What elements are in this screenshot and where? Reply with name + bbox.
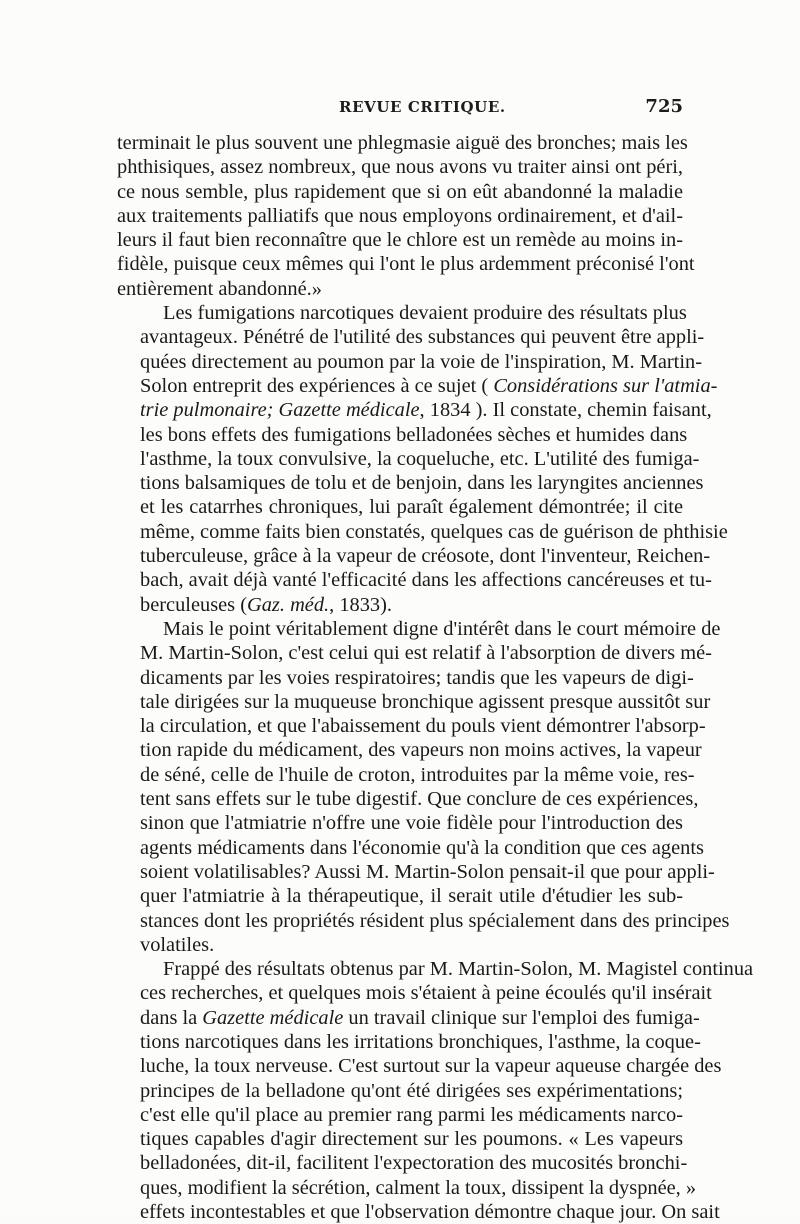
text-line: même, comme faits bien constatés, quelques cas de guérison de phthisie: [140, 520, 728, 543]
running-title: REVUE CRITIQUE.: [339, 98, 506, 116]
text-line: leurs il faut bien reconnaître que le chlore est un remède au moins in-: [117, 229, 683, 252]
text-line: M. Martin-Solon, c'est celui qui est relatif à l'absorption de divers mé-: [140, 642, 712, 665]
paragraph: [117, 957, 754, 1224]
paragraph: [117, 301, 728, 617]
text-line: terminait le plus souvent une phlegmasie aiguë des bronches; mais les: [117, 132, 688, 154]
text-line: la circulation, et que l'abaissement du pouls vient démontrer l'absorp-: [140, 715, 706, 738]
text-line: quer l'atmiatrie à la thérapeutique, il serait utile d'étudier les sub-: [140, 885, 683, 908]
text-line: tion rapide du médicament, des vapeurs non moins actives, la vapeur: [140, 739, 702, 762]
text-line: les bons effets des fumigations belladonées sèches et humides dans: [140, 423, 688, 446]
text-line: Mais le point véritablement digne d'intérêt dans le court mémoire de: [163, 617, 721, 640]
text-line: ques, modifient la sécrétion, calment la toux, dissipent la dyspnée, »: [140, 1176, 697, 1199]
text-line: phthisiques, assez nombreux, que nous avons vu traiter ainsi ont péri,: [117, 156, 683, 179]
text-line: et les catarrhes chroniques, lui paraît également démontrée; il cite: [140, 496, 683, 519]
text-line: ce nous semble, plus rapidement que si on eût abandonné la maladie: [117, 180, 683, 203]
page-header: [117, 96, 683, 122]
text-line: soient volatilisables? Aussi M. Martin-Solon pensait-il que pour appli-: [140, 860, 715, 883]
text-line: sinon que l'atmiatrie n'offre une voie fidèle pour l'introduction des: [140, 812, 683, 835]
paragraph: [117, 131, 695, 301]
text-line: fidèle, puisque ceux mêmes qui l'ont le plus ardemment préconisé l'ont: [117, 253, 695, 276]
text-line: stances dont les propriétés résident plus spécialement dans des principes: [140, 909, 730, 932]
text-line: trie pulmonaire; Gazette médicale, 1834 ). Il constate, chemin faisant,: [140, 399, 712, 422]
text-line: berculeuses (Gaz. méd., 1833).: [140, 593, 393, 616]
text-line: volatiles.: [140, 933, 215, 956]
text-line: ces recherches, et quelques mois s'étaient à peine écoulés qu'il insérait: [140, 982, 712, 1005]
text-line: l'asthme, la toux convulsive, la coqueluche, etc. L'utilité des fumiga-: [140, 447, 700, 470]
text-line: bach, avait déjà vanté l'efficacité dans les affections cancéreuses et tu-: [140, 569, 712, 592]
text-line: tuberculeuse, grâce à la vapeur de créosote, dont l'inventeur, Reichen-: [140, 545, 711, 568]
text-line: dans la Gazette médicale un travail clinique sur l'emploi des fumiga-: [140, 1006, 700, 1029]
text-line: agents médicaments dans l'économie qu'à la condition que ces agents: [140, 836, 704, 859]
text-line: de séné, celle de l'huile de croton, introduites par la même voie, res-: [140, 763, 695, 786]
page-number: 725: [645, 96, 683, 117]
text-line: tions balsamiques de tolu et de benjoin, dans les laryngites anciennes: [140, 472, 704, 495]
text-line: tions narcotiques dans les irritations bronchiques, l'asthme, la coque-: [140, 1030, 701, 1053]
text-line: quées directement au poumon par la voie de l'inspiration, M. Martin-: [140, 350, 702, 373]
text-line: tiques capables d'agir directement sur les poumons. « Les vapeurs: [140, 1128, 683, 1151]
text-line: belladonées, dit-il, facilitent l'expectoration des mucosités bronchi-: [140, 1152, 688, 1175]
paragraph: [117, 617, 730, 957]
text-line: tent sans effets sur le tube digestif. Que conclure de ces expériences,: [140, 788, 699, 811]
text-line: luche, la toux nerveuse. C'est surtout sur la vapeur aqueuse chargée des: [140, 1055, 722, 1078]
text-line: aux traitements palliatifs que nous employons ordinairement, et d'ail-: [117, 204, 683, 227]
text-line: effets incontestables et que l'observation démontre chaque jour. On sait: [140, 1201, 720, 1224]
text-line: tale dirigées sur la muqueuse bronchique agissent presque aussitôt sur: [140, 690, 711, 713]
text-line: avantageux. Pénétré de l'utilité des substances qui peuvent être appli-: [140, 326, 705, 349]
text-line: principes de la belladone qu'ont été dirigées ses expérimentations;: [140, 1079, 683, 1102]
text-line: entièrement abandonné.»: [117, 277, 322, 300]
text-line: Frappé des résultats obtenus par M. Martin-Solon, M. Magistel continua: [163, 958, 754, 981]
text-line: Solon entreprit des expériences à ce sujet ( Considérations sur l'atmia-: [140, 374, 718, 397]
text-line: dicaments par les voies respiratoires; tandis que les vapeurs de digi-: [140, 666, 694, 689]
body-text: [117, 131, 754, 1224]
text-line: Les fumigations narcotiques devaient produire des résultats plus: [163, 302, 687, 325]
text-line: c'est elle qu'il place au premier rang parmi les médicaments narco-: [140, 1103, 683, 1126]
